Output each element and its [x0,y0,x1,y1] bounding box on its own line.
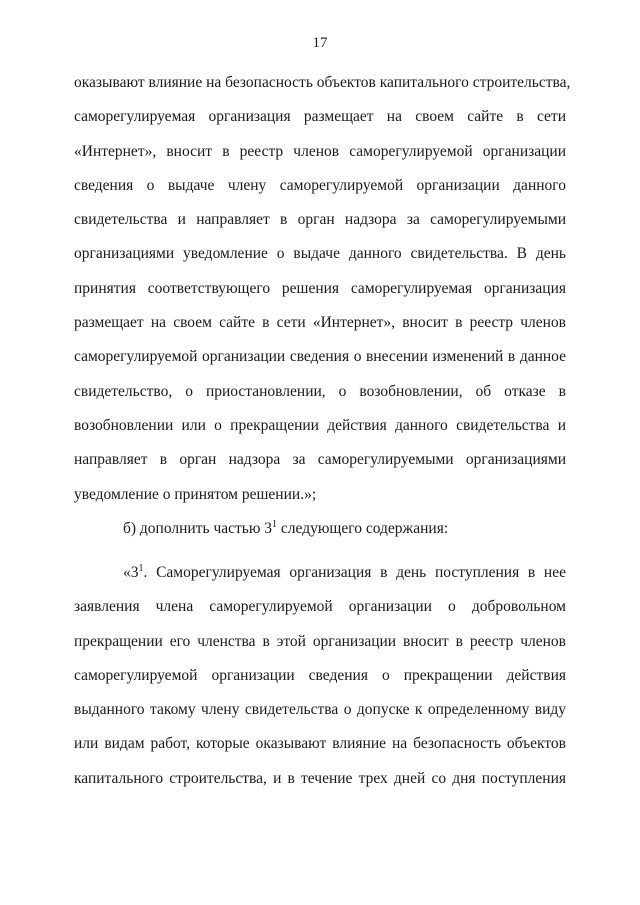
paragraph-part-3-1 [74,562,566,802]
text-line: или видам работ, которые оказывают влияние на безопасность объектов [74,735,566,753]
text-line: размещает на своем сайте в сети «Интернет», вносит в реестр членов [74,314,566,332]
text-line: саморегулируемой организации сведения о внесении изменений в данное [74,348,566,366]
amendment-text: б) дополнить частью 3 [123,520,273,537]
paragraph-amendment-b [74,518,566,552]
text-line [74,518,566,552]
text-line: свидетельство, о приостановлении, о возобновлении, об отказе в [74,382,566,400]
text-line: уведомление о принятом решении.»; [74,485,317,503]
text-line: саморегулируемой организации сведения о прекращении действия [74,666,566,684]
superscript: 1 [138,563,144,574]
amendment-text: следующего содержания: [277,520,449,537]
text-line: направляет в орган надзора за саморегулируемыми организациями [74,451,566,469]
page-number: 17 [312,35,328,51]
superscript: 1 [272,519,278,530]
text-line: сведения о выдаче члену саморегулируемой организации данного [74,176,566,194]
text-line: возобновлении или о прекращении действия данного свидетельства и [74,416,566,434]
clause-text: . Саморегулируемая организация в день поступления в нее [143,564,566,581]
text-line [74,562,566,596]
text-line: капитального строительства, и в течение трех дней со дня поступления [74,769,566,787]
text-line: саморегулируемая организация размещает на своем сайте в сети [74,108,566,126]
text-line: принятия соответствующего решения саморегулируемая организация [74,279,566,297]
text-line: свидетельства и направляет в орган надзора за саморегулируемыми [74,211,566,229]
text-line: заявления члена саморегулируемой организации о добровольном [74,598,566,616]
text-line: организациями уведомление о выдаче данного свидетельства. В день [74,245,566,263]
text-line: «Интернет», вносит в реестр членов саморегулируемой организации [74,142,566,160]
text-line: оказывают влияние на безопасность объектов капитального строительства, [74,74,571,91]
quote-open: «3 [123,564,139,581]
text-line: прекращении его членства в этой организации вносит в реестр членов [74,632,566,650]
text-line: выданного такому члену свидетельства о допуске к определенному виду [74,701,566,719]
paragraph-continuation [74,72,571,518]
